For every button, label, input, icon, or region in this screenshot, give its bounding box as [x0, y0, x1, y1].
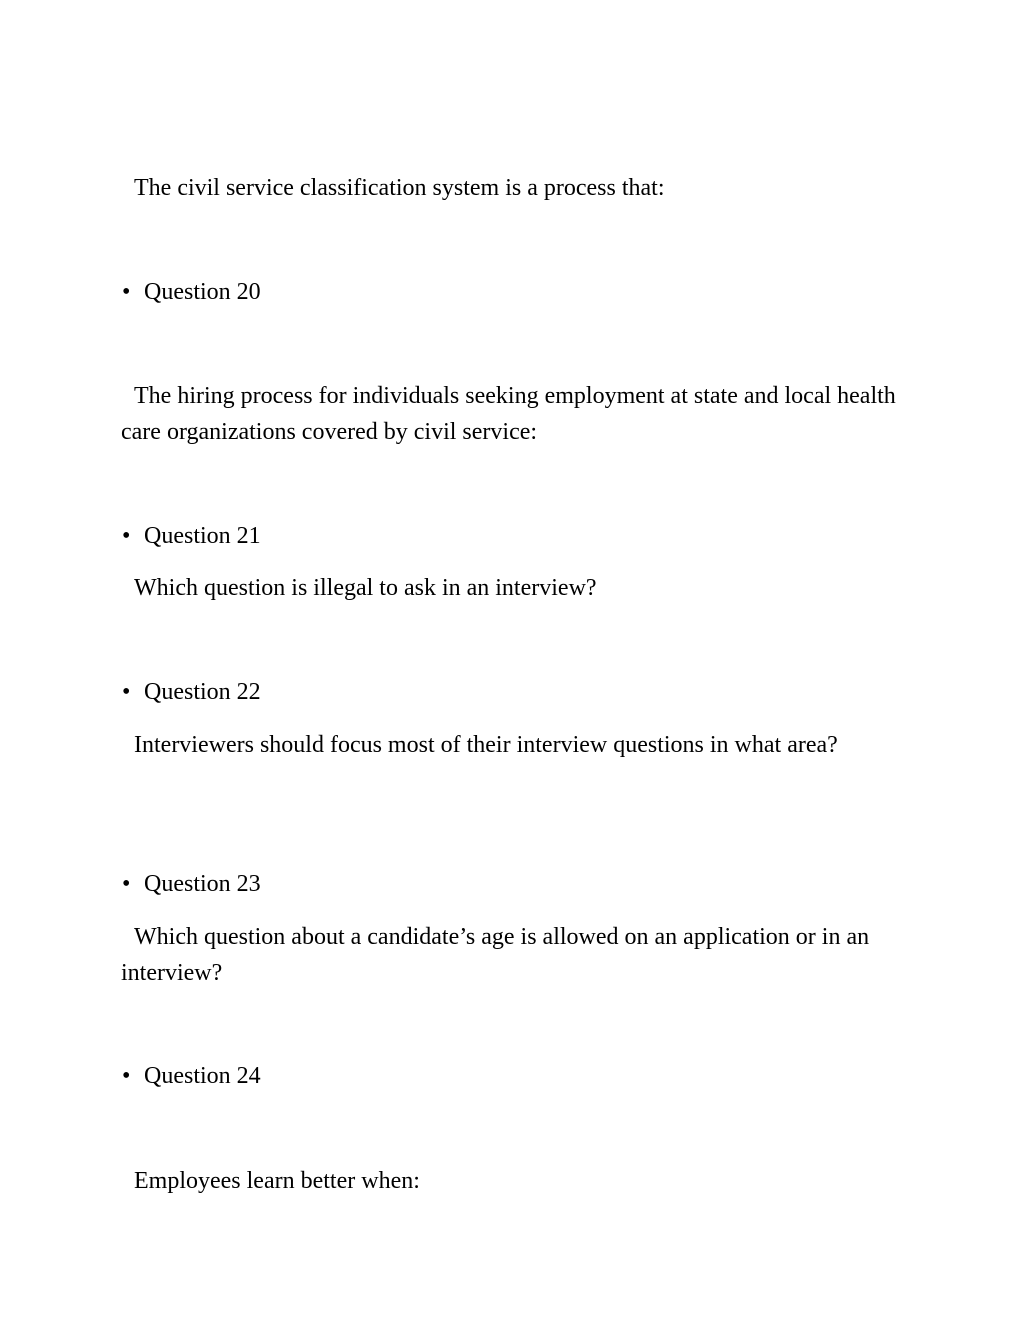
question-21-text: Which question is illegal to ask in an interview? [134, 575, 597, 601]
question-20-text: The hiring process for individuals seeking employment at state and local health care organizations covered by civil service: [121, 383, 896, 445]
question-number-label: Question 21 [144, 523, 261, 549]
question-22-text: Interviewers should focus most of their interview questions in what area? [134, 732, 838, 758]
bullet-icon: • [122, 679, 131, 705]
bullet-icon: • [122, 279, 131, 305]
question-number-label: Question 23 [144, 871, 261, 897]
bullet-icon: • [122, 523, 131, 549]
question-23-heading [121, 866, 911, 902]
bullet-icon: • [122, 871, 131, 897]
question-number-label: Question 20 [144, 279, 261, 305]
question-20-heading [121, 274, 911, 310]
question-21-heading [121, 518, 911, 554]
question-22-heading [121, 674, 911, 710]
question-24-text: Employees learn better when: [134, 1168, 420, 1194]
question-number-label: Question 24 [144, 1063, 261, 1089]
question-number-label: Question 22 [144, 679, 261, 705]
bullet-icon: • [122, 1063, 131, 1089]
question-19-text: The civil service classification system is a process that: [134, 175, 665, 201]
question-24-heading [121, 1058, 911, 1094]
question-23-text: Which question about a candidate’s age is allowed on an application or in an interview? [121, 924, 870, 986]
